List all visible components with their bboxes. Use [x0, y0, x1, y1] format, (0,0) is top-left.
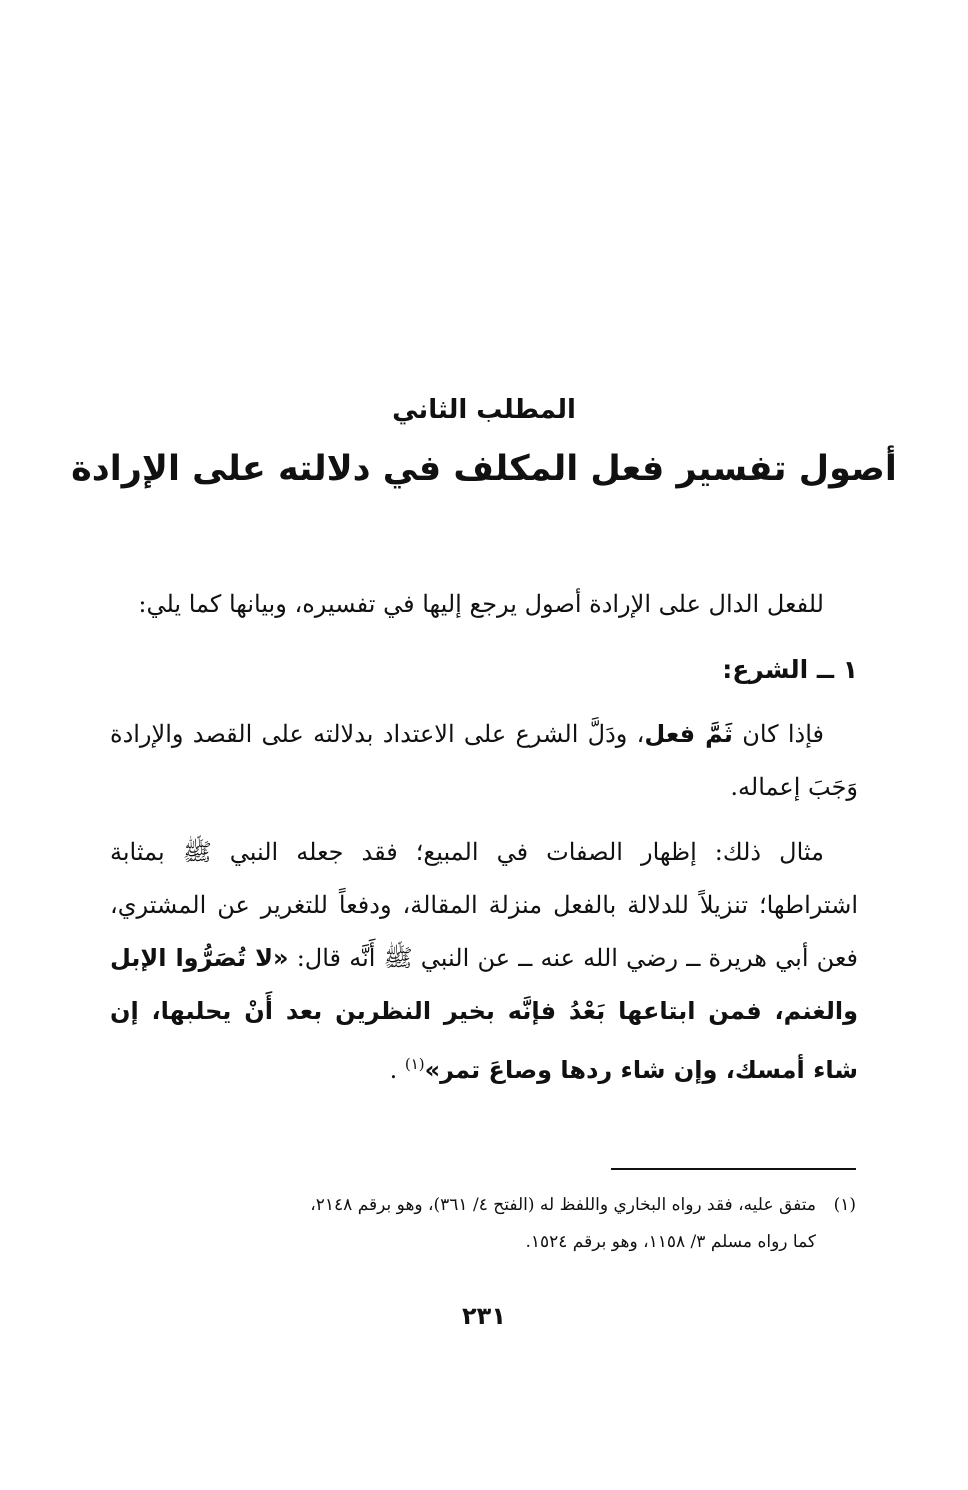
footnote-divider [611, 1168, 856, 1170]
paragraph-2 [110, 826, 858, 1097]
paragraph-1-after: ، ودَلَّ الشرع على الاعتداد بدلالته على القصد والإرادة وَجَبَ إعماله. [110, 720, 858, 801]
footnote-line-1 [108, 1187, 856, 1224]
section-label: المطلب الثاني [392, 395, 576, 425]
footnote-line-2: كما رواه مسلم ٣/ ١١٥٨، وهو برقم ١٥٢٤. [525, 1232, 816, 1252]
footnotes [108, 1187, 856, 1261]
paragraph-2-text: مثال ذلك: إظهار الصفات في المبيع؛ فقد جعله النبي ﷺ بمثابة اشتراطها؛ تنزيلاً للدلالة بالفعل منزلة المقالة، ودفعاً للتغرير عن المشتري، فعن أبي هريرة ــ رضي الله عنه ــ عن النبي ﷺ أَنَّه قال: [110, 838, 859, 972]
paragraph-1-bold: ثَمَّ فعل [644, 720, 733, 748]
footnote-ref: (١) [404, 1055, 425, 1073]
body-text [110, 578, 858, 1097]
section-title: أصول تفسير فعل المكلف في دلالته على الإرادة [71, 449, 897, 489]
page-number: ٢٣١ [462, 1302, 506, 1330]
paragraph-1 [110, 708, 858, 814]
footnote-number: (١) [833, 1195, 856, 1215]
intro-paragraph: للفعل الدال على الإرادة أصول يرجع إليها في تفسيره، وبيانها كما يلي: [138, 590, 824, 618]
hadith-quote: «لا تُصَرُّوا الإبل والغنم، فمن ابتاعها بَعْدُ فإنَّه بخير النظرين بعد أَنْ يحلبها، إن شاء أمسك، وإن شاء ردها وصاعَ تمر» [110, 944, 858, 1084]
paragraph-2-end: . [389, 1056, 405, 1084]
footnote-text-1: متفق عليه، فقد رواه البخاري واللفظ له (الفتح ٤/ ٣٦١)، وهو برقم ٢١٤٨، [310, 1195, 816, 1215]
paragraph-1-before: فإذا كان [732, 720, 825, 748]
subsection-heading: ١ ــ الشرع: [722, 655, 858, 684]
